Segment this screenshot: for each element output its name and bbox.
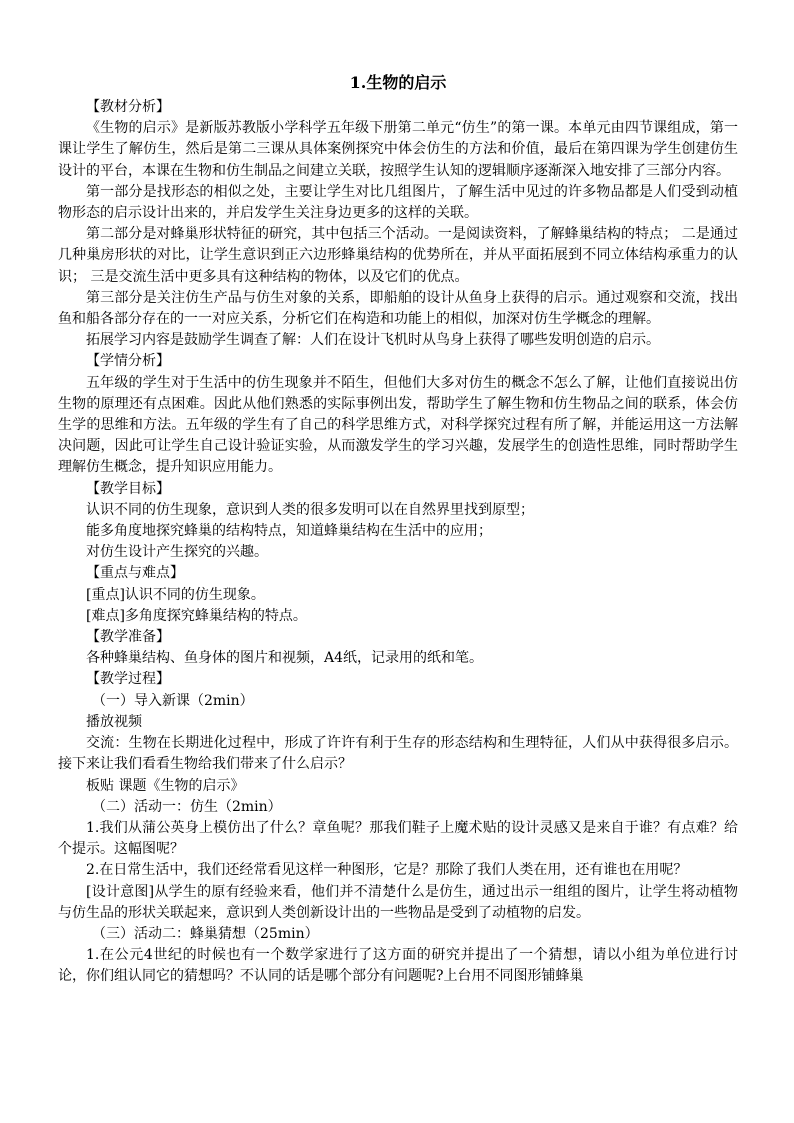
text-line: [难点]多角度探究蜂巢结构的特点。: [86, 607, 307, 624]
text-line: 认识不同的仿生现象，意识到人类的很多发明可以在自然界里找到原型；: [86, 501, 534, 518]
paragraph: 五年级的学生对于生活中的仿生现象并不陌生，但他们大多对仿生的概念不怎么了解，让他们直接说出仿生物的原理还有点困难。因此从他们熟悉的实际事例出发，帮助学生了解生物和仿生物品之间的联系，体会仿生学的思维和方法。五年级的学生有了自己的科学思维方式，对科学探究过程有所了解，并能运用这一方法解决问题，因此可让学生自己设计验证实验，从而激发学生的学习兴趣，发展学生的创造性思维，同时帮助学生理解仿生概念，提升知识应用能力。: [58, 374, 738, 476]
paragraph: 2.在日常生活中，我们还经常看见这样一种图形，它是？那除了我们人类在用，还有谁也在用呢？: [86, 862, 688, 879]
paragraph: 第二部分是对蜂巢形状特征的研究，其中包括三个活动。一是阅读资料，了解蜂巢结构的特点； 二是通过几种巢房形状的对比，让学生意识到正六边形蜂巢结构的优势所在，并从平面拓展到不同立体结构承重力的认识； 三是交流生活中更多具有这种结构的物体，以及它们的优点。: [58, 226, 738, 285]
section-heading: 【教学目标】: [86, 480, 170, 497]
paragraph: 《生物的启示》是新版苏教版小学科学五年级下册第二单元“仿生”的第一课。本单元由四节课组成，第一课让学生了解仿生，然后是第二三课从具体案例探究中体会仿生的方法和价值，最后在第四课为学生创建仿生设计的平台，本课在生物和仿生制品之间建立关联，按照学生认知的逻辑顺序逐渐深入地安排了三部分内容。: [58, 120, 738, 179]
section-heading: 【教学准备】: [86, 629, 170, 646]
paragraph: 拓展学习内容是鼓励学生调查了解：人们在设计飞机时从鸟身上获得了哪些发明创造的启示。: [86, 332, 660, 349]
text-line: 播放视频: [86, 713, 142, 730]
document-title: 1.生物的启示: [349, 73, 447, 92]
text-line: 各种蜂巢结构、鱼身体的图片和视频，A4纸，记录用的纸和笔。: [86, 650, 484, 667]
paragraph: 第一部分是找形态的相似之处，主要让学生对比几组图片，了解生活中见过的许多物品都是人们受到动植物形态的启示设计出来的，并启发学生关注身边更多的这样的关联。: [58, 183, 738, 222]
document-body: [58, 97, 738, 988]
text-line: 对仿生设计产生探究的兴趣。: [86, 544, 268, 561]
text-line: [重点]认识不同的仿生现象。: [86, 586, 265, 603]
text-line: 能多角度地探究蜂巢的结构特点，知道蜂巢结构在生活中的应用；: [86, 523, 492, 540]
text-line: 板贴 课题《生物的启示》: [86, 777, 245, 794]
section-heading: 【教材分析】: [86, 99, 170, 115]
subsection-heading: （二）活动一：仿生（2min）: [92, 798, 282, 815]
section-heading: 【教学过程】: [86, 671, 170, 688]
section-heading: 【重点与难点】: [86, 565, 184, 582]
subsection-heading: （一）导入新课（2min）: [92, 692, 254, 709]
paragraph: 第三部分是关注仿生产品与仿生对象的关系，即船舶的设计从鱼身上获得的启示。通过观察和交流，找出鱼和船各部分存在的一一对应关系，分析它们在构造和功能上的相似，加深对仿生学概念的理解。: [58, 289, 738, 328]
paragraph: [设计意图]从学生的原有经验来看，他们并不清楚什么是仿生，通过出示一组组的图片，让学生将动植物与仿生品的形状关联起来，意识到人类创新设计出的一些物品是受到了动植物的启发。: [58, 883, 738, 921]
paragraph: 交流：生物在长期进化过程中，形成了许许有利于生存的形态结构和生理特征，人们从中获得很多启示。接下来让我们看看生物给我们带来了什么启示？: [58, 735, 738, 773]
paragraph: 1.我们从蒲公英身上模仿出了什么？章鱼呢？那我们鞋子上魔术贴的设计灵感又是来自于谁？有点难？给个提示。这幅图呢？: [58, 819, 738, 858]
subsection-heading: （三）活动二：蜂巢猜想（25min）: [92, 925, 319, 942]
section-heading: 【学情分析】: [86, 353, 170, 370]
paragraph: 1.在公元4世纪的时候也有一个数学家进行了这方面的研究并提出了一个猜想，请以小组为单位进行讨论，你们组认同它的猜想吗？不认同的话是哪个部分有问题呢?上台用不同图形铺蜂巢: [58, 947, 738, 985]
